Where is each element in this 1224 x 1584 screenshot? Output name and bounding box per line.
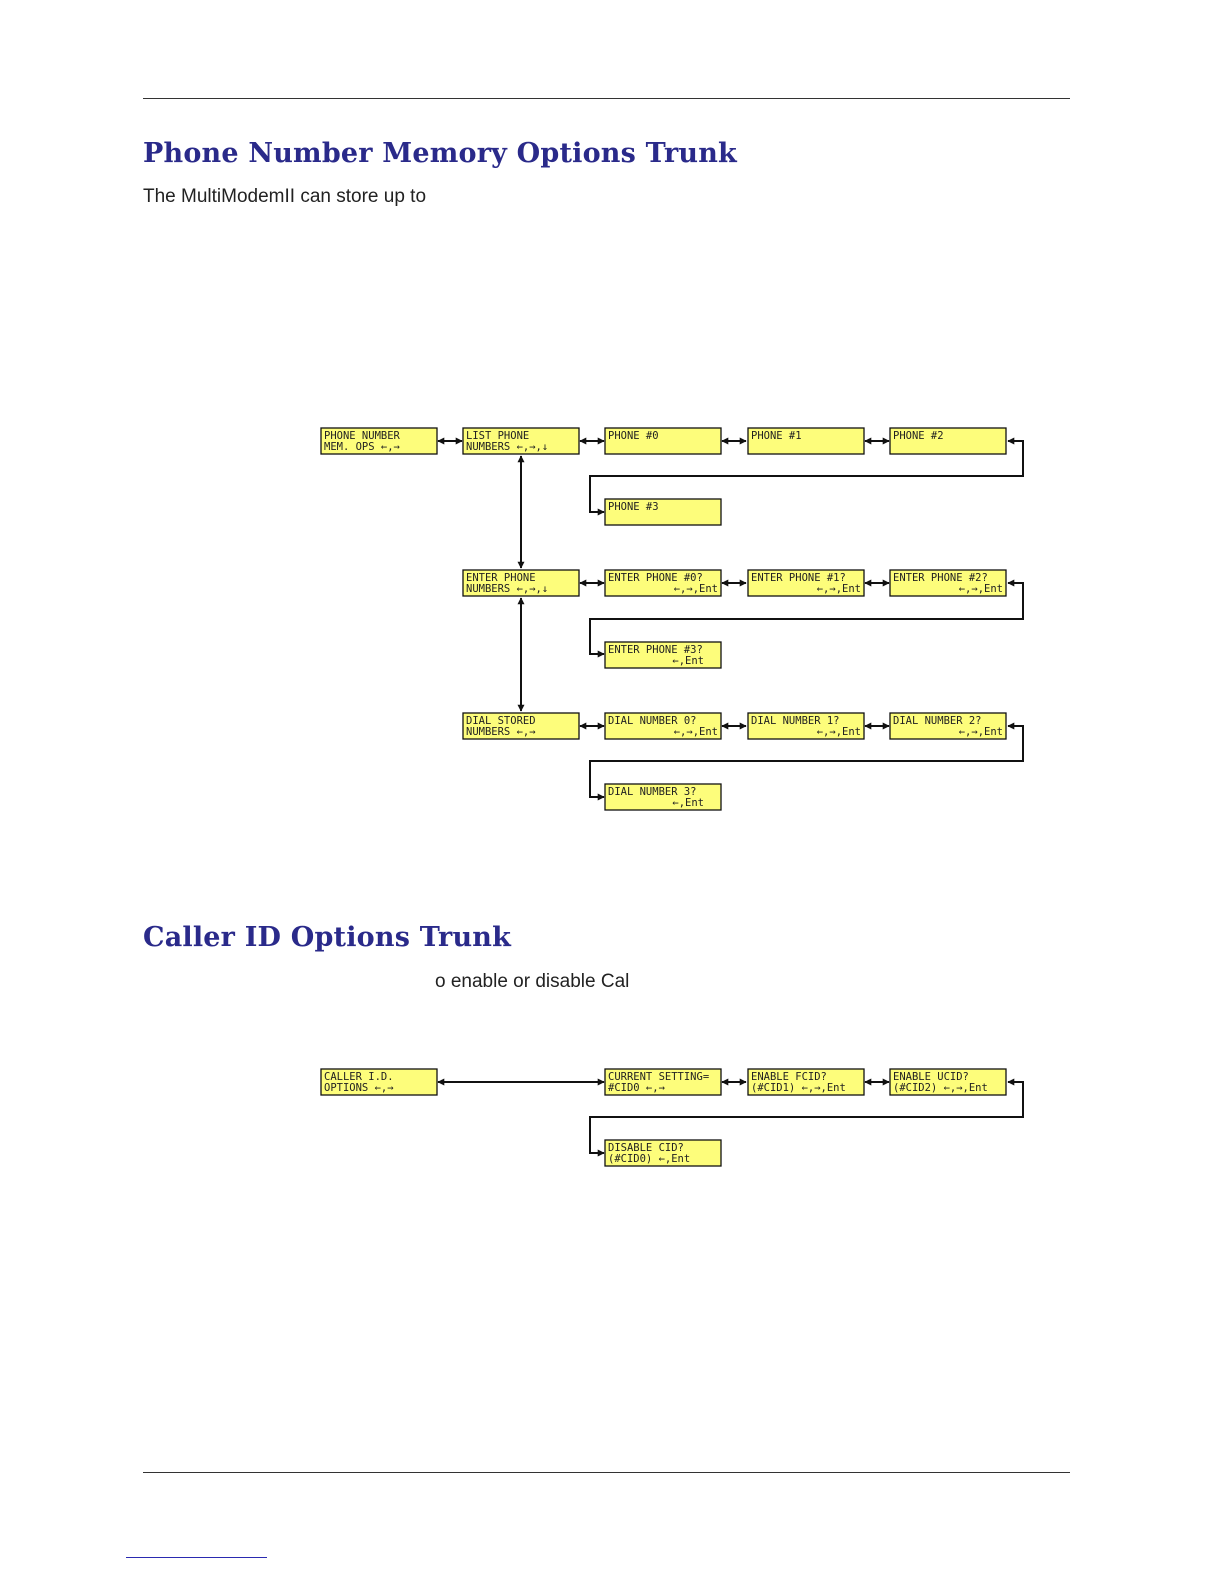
lcd-enter-phone-0 — [605, 570, 721, 596]
lcd-list-phone-numbers — [463, 428, 579, 454]
lcd-line2: OPTIONS ←,→ — [324, 1082, 394, 1094]
lcd-enter-phone-2 — [890, 570, 1006, 596]
lcd-line1: ENTER PHONE #1? — [751, 572, 846, 584]
lcd-line2: ←,Ent — [672, 797, 704, 809]
lcd-dial-number-0 — [605, 713, 721, 739]
footer-link-underline[interactable] — [126, 1557, 267, 1558]
lcd-line1: DIAL NUMBER 0? — [608, 715, 697, 727]
lcd-line2: ←,Ent — [672, 655, 704, 667]
lcd-line1: DIAL NUMBER 2? — [893, 715, 982, 727]
lcd-dial-stored-numbers — [463, 713, 579, 739]
lcd-line2: ←,→,Ent — [673, 726, 718, 738]
section-title-phone-memory: Phone Number Memory Options Trunk — [143, 138, 737, 169]
lcd-line2: NUMBERS ←,→,↓ — [466, 583, 549, 595]
lcd-line2: NUMBERS ←,→ — [466, 726, 536, 738]
lcd-line1: ENTER PHONE #0? — [608, 572, 703, 584]
lcd-dial-number-3 — [605, 784, 721, 810]
lcd-line1: ENABLE FCID? — [751, 1071, 827, 1083]
lcd-line2: (#CID0) ←,Ent — [608, 1153, 691, 1165]
lcd-line1: CURRENT SETTING= — [608, 1071, 710, 1083]
lcd-phone-1 — [748, 428, 864, 454]
section-intro-caller-id: o enable or disable Cal — [435, 971, 630, 992]
lcd-line1: PHONE NUMBER — [324, 430, 400, 442]
lcd-line1: DIAL STORED — [466, 715, 536, 727]
lcd-line2: ←,→,Ent — [958, 726, 1003, 738]
lcd-line2: ←,→,Ent — [816, 726, 861, 738]
lcd-enable-ucid — [890, 1069, 1006, 1095]
lcd-phone-number-mem-ops — [321, 428, 437, 454]
lcd-line1: DISABLE CID? — [608, 1142, 684, 1154]
lcd-line1: DIAL NUMBER 3? — [608, 786, 697, 798]
lcd-enter-phone-3 — [605, 642, 721, 668]
lcd-phone-0 — [605, 428, 721, 454]
lcd-enter-phone-1 — [748, 570, 864, 596]
lcd-line2: ←,→,Ent — [816, 583, 861, 595]
lcd-line1: PHONE #1 — [751, 430, 802, 442]
lcd-line1: DIAL NUMBER 1? — [751, 715, 840, 727]
lcd-dial-number-1 — [748, 713, 864, 739]
lcd-caller-id-options — [321, 1069, 437, 1095]
lcd-line2: MEM. OPS ←,→ — [324, 441, 400, 453]
lcd-disable-cid — [605, 1140, 721, 1166]
lcd-line1: ENTER PHONE — [466, 572, 536, 584]
lcd-phone-3 — [605, 499, 721, 525]
lcd-dial-number-2 — [890, 713, 1006, 739]
lcd-line1: ENTER PHONE #3? — [608, 644, 703, 656]
lcd-line1: CALLER I.D. — [324, 1071, 394, 1083]
section-title-caller-id: Caller ID Options Trunk — [143, 922, 512, 953]
lcd-line1: PHONE #0 — [608, 430, 659, 442]
lcd-line2: ←,→,Ent — [958, 583, 1003, 595]
lcd-line1: PHONE #3 — [608, 501, 659, 513]
bottom-rule — [143, 1472, 1070, 1473]
lcd-line1: ENTER PHONE #2? — [893, 572, 988, 584]
section-intro-phone-memory: The MultiModemII can store up to — [143, 186, 427, 207]
lcd-line1: ENABLE UCID? — [893, 1071, 969, 1083]
lcd-line2: (#CID2) ←,→,Ent — [893, 1082, 988, 1094]
lcd-line2: #CID0 ←,→ — [608, 1082, 665, 1094]
lcd-enable-fcid — [748, 1069, 864, 1095]
lcd-line2: NUMBERS ←,→,↓ — [466, 441, 549, 453]
diagram1-connectors — [438, 441, 1023, 797]
lcd-line1: PHONE #2 — [893, 430, 944, 442]
lcd-enter-phone-numbers — [463, 570, 579, 596]
lcd-line2: (#CID1) ←,→,Ent — [751, 1082, 846, 1094]
lcd-current-setting — [605, 1069, 721, 1095]
lcd-phone-2 — [890, 428, 1006, 454]
lcd-line1: LIST PHONE — [466, 430, 530, 442]
lcd-line2: ←,→,Ent — [673, 583, 718, 595]
